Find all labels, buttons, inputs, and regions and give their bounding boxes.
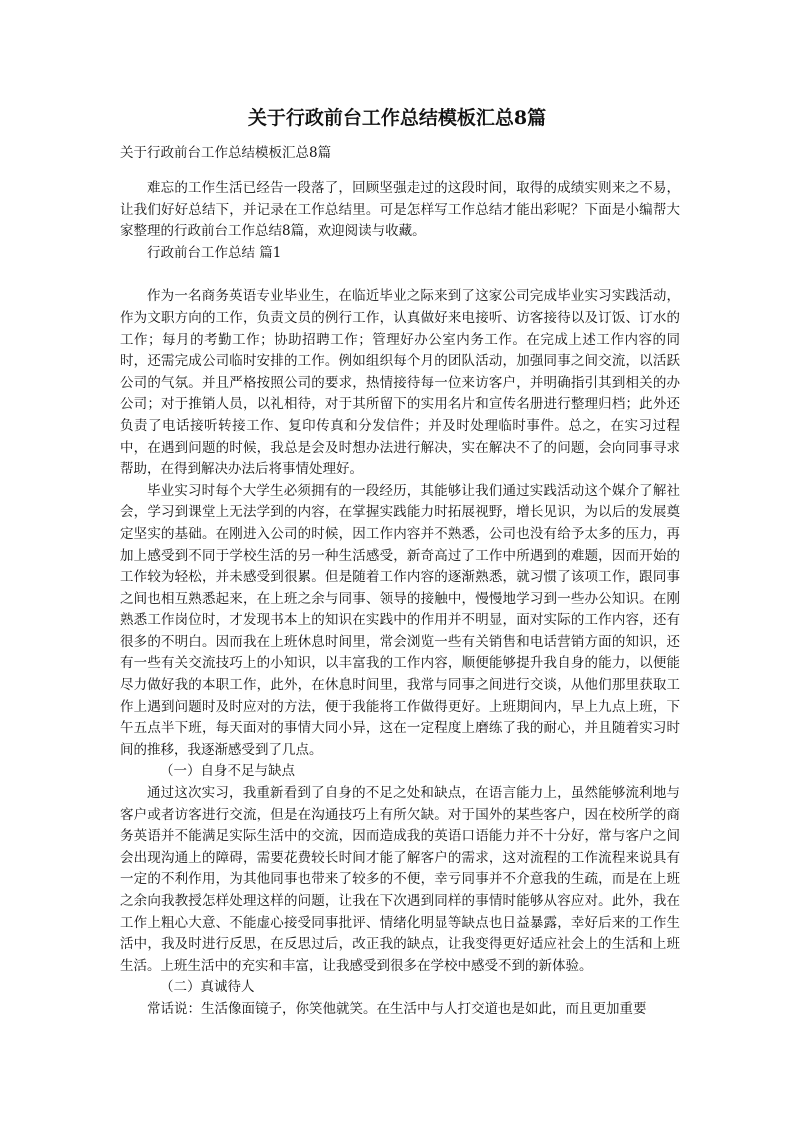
body-paragraph-1: 作为一名商务英语专业毕业生，在临近毕业之际来到了这家公司完成毕业实习实践活动，作为文职方向的工作，负责文员的例行工作，认真做好来电接听、访客接待以及订饭、订水的工作；每月的考勤工作；协助招聘工作；管理好办公室内务工作。在完成上述工作内容的同时，还需完成公司临时安排的工作。例如组织每个月的团队活动，加强同事之间交流，以活跃公司的气氛。并且严格按照公司的要求，热情接待每一位来访客户，并明确指引其到相关的办公司；对于推销人员，以礼相待，对于其所留下的实用名片和宣传名册进行整理归档；此外还负责了电话接听转接工作、复印传真和分发信件；并及时处理临时事件。总之，在实习过程中，在遇到问题的时候，我总是会及时想办法进行解决，实在解决不了的问题，会向同事寻求帮助，在得到解决办法后将事情处理好。 — [120, 288, 680, 478]
subheading-shortcomings: （一）自身不足与缺点 — [160, 763, 295, 780]
document-title: 关于行政前台工作总结模板汇总8篇 — [247, 107, 547, 129]
subheading-sincerity: （二）真诚待人 — [160, 979, 255, 996]
intro-paragraph: 难忘的工作生活已经告一段落了，回顾坚强走过的这段时间，取得的成绩实则来之不易，让我们好好总结下，并记录在工作总结里。可是怎样写工作总结才能出彩呢？下面是小编帮大家整理的行政前台工作总结8篇，欢迎阅读与收藏。 — [120, 180, 680, 240]
document-subtitle: 关于行政前台工作总结模板汇总8篇 — [120, 145, 332, 161]
section-heading: 行政前台工作总结 篇1 — [147, 244, 282, 261]
document-body — [120, 178, 680, 1021]
blank-line — [120, 264, 680, 286]
body-paragraph-4: 常话说：生活像面镜子，你笑他就笑。在生活中与人打交道也是如此，而且更加重要 — [147, 1000, 647, 1017]
body-paragraph-2: 毕业实习时每个大学生必须拥有的一段经历，其能够让我们通过实践活动这个媒介了解社会，学习到课堂上无法学到的内容，在掌握实践能力时拓展视野，增长见识，为以后的发展奠定坚实的基础。在刚进入公司的时候，因工作内容并不熟悉，公司也没有给予太多的压力，再加上感受到不同于学校生活的另一种生活感受，新奇高过了工作中所遇到的难题，因而开始的工作较为轻松，并未感受到很累。但是随着工作内容的逐渐熟悉，就习惯了该项工作，跟同事之间也相互熟悉起来，在上班之余与同事、领导的接触中，慢慢地学习到一些办公知识。在刚熟悉工作岗位时，才发现书本上的知识在实践中的作用并不明显，面对实际的工作内容，还有很多的不明白。因而我在上班休息时间里，常会浏览一些有关销售和电话营销方面的知识，还有一些有关交流技巧上的小知识，以丰富我的工作内容，顺便能够提升我自身的能力，以便能尽力做好我的本职工作，此外，在休息时间里，我常与同事之间进行交谈，从他们那里获取工作上遇到问题时及时应对的方法，便于我能将工作做得更好。上班期间内，早上九点上班，下午五点半下班，每天面对的事情大同小异，这在一定程度上磨练了我的耐心，并且随着实习时间的推移，我逐渐感受到了几点。 — [120, 482, 680, 758]
body-paragraph-3: 通过这次实习，我重新看到了自身的不足之处和缺点，在语言能力上，虽然能够流利地与客户或者访客进行交流，但是在沟通技巧上有所欠缺。对于国外的某些客户，因在校所学的商务英语并不能满足实际生活中的交流，因而造成我的英语口语能力并不十分好，常与客户之间会出现沟通上的障碍，需要花费较长时间才能了解客户的需求，这对流程的工作流程来说具有一定的不利作用，为其他同事也带来了较多的不便，幸亏同事并不介意我的生疏，而是在上班之余向我教授怎样处理这样的问题，让我在下次遇到同样的事情时能够从容应对。此外，我在工作上粗心大意、不能虚心接受同事批评、情绪化明显等缺点也日益暴露，幸好后来的工作生活中，我及时进行反思，在反思过后，改正我的缺点，让我变得更好适应社会上的生活和上班生活。上班生活中的充实和丰富，让我感受到很多在学校中感受不到的新体验。 — [120, 785, 680, 974]
